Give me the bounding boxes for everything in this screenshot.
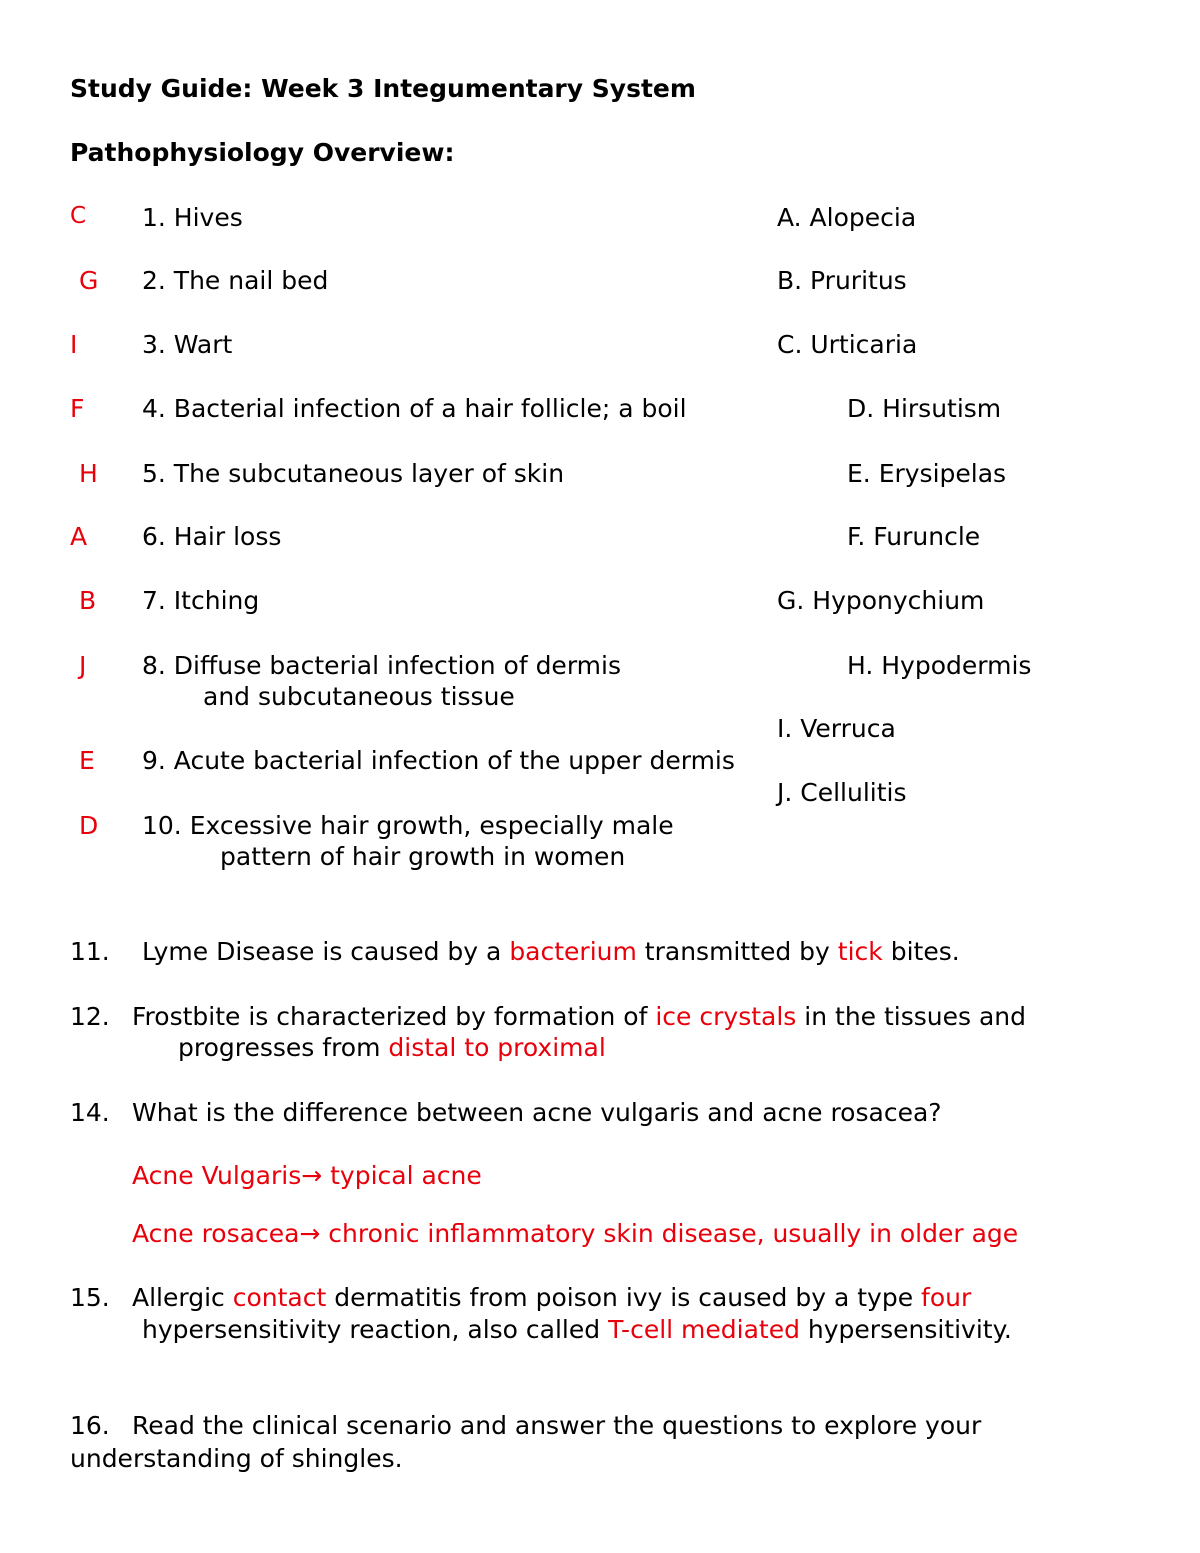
answer-9: E (79, 746, 95, 775)
q11-answer-2: tick (837, 937, 883, 966)
q11-part-2: transmitted by (636, 937, 838, 966)
q15-part-3: hypersensitivity reaction, also called (142, 1315, 609, 1344)
q15-answer-3: T-cell mediated (608, 1315, 800, 1344)
item-2: 2. The nail bed (142, 266, 329, 295)
q14-question: What is the difference between acne vulgaris and acne rosacea? (132, 1098, 942, 1127)
q16-number: 16. (70, 1411, 110, 1440)
item-7: 7. Itching (142, 586, 260, 615)
answer-3: I (70, 330, 78, 359)
option-f: F. Furuncle (847, 522, 981, 551)
answer-6: A (70, 522, 88, 551)
answer-8: J (79, 651, 87, 680)
q11-part-3: bites. (882, 937, 960, 966)
q15-answer-1: contact (232, 1283, 327, 1312)
option-g: G. Hyponychium (777, 586, 985, 615)
option-i: I. Verruca (777, 714, 896, 743)
option-e: E. Erysipelas (847, 459, 1007, 488)
option-a: A. Alopecia (777, 203, 917, 232)
q14-number: 14. (70, 1098, 110, 1127)
q16-text: Read the clinical scenario and answer the questions to explore your (132, 1411, 982, 1440)
answer-4: F (70, 394, 85, 423)
q14-answer-rosacea: Acne rosacea→ chronic inflammatory skin disease, usually in older age (132, 1219, 1019, 1248)
q12-part-2: in the tissues and (796, 1002, 1027, 1031)
q15-part-4: hypersensitivity. (799, 1315, 1012, 1344)
item-8: 8. Diffuse bacterial infection of dermis (142, 651, 621, 680)
option-b: B. Pruritus (777, 266, 907, 295)
q14-answer-vulgaris: Acne Vulgaris→ typical acne (132, 1161, 482, 1190)
answer-7: B (79, 586, 97, 615)
q15-part-1: Allergic (132, 1283, 233, 1312)
item-4: 4. Bacterial infection of a hair follicle; a boil (142, 394, 687, 423)
item-3: 3. Wart (142, 330, 233, 359)
item-8-continued: and subcutaneous tissue (203, 682, 515, 711)
q11-number: 11. (70, 937, 110, 966)
q12-part-3: progresses from (178, 1033, 389, 1062)
q12-number: 12. (70, 1002, 110, 1031)
q11-part-1: Lyme Disease is caused by a (142, 937, 510, 966)
q15-text (132, 1285, 971, 1310)
option-c: C. Urticaria (777, 330, 918, 359)
answer-2: G (79, 266, 99, 295)
answer-10: D (79, 811, 99, 840)
q12-text-line-2 (178, 1035, 606, 1060)
option-d: D. Hirsutism (847, 394, 1002, 423)
item-1: 1. Hives (142, 203, 243, 232)
q15-part-2: dermatitis from poison ivy is caused by a type (326, 1283, 922, 1312)
item-6: 6. Hair loss (142, 522, 282, 551)
q12-answer-2: distal to proximal (388, 1033, 606, 1062)
option-h: H. Hypodermis (847, 651, 1032, 680)
q16-text-line-2: understanding of shingles. (70, 1444, 403, 1473)
option-j: J. Cellulitis (777, 778, 907, 807)
page-title: Study Guide: Week 3 Integumentary System (70, 74, 696, 103)
item-9: 9. Acute bacterial infection of the upper dermis (142, 746, 735, 775)
section-heading: Pathophysiology Overview: (70, 138, 455, 167)
q12-text (132, 1004, 1026, 1029)
item-10-continued: pattern of hair growth in women (220, 842, 626, 871)
q12-part-1: Frostbite is characterized by formation of (132, 1002, 656, 1031)
q11-text (142, 939, 960, 964)
item-5: 5. The subcutaneous layer of skin (142, 459, 565, 488)
q11-answer-1: bacterium (509, 937, 637, 966)
answer-5: H (79, 459, 98, 488)
q15-answer-2: four (921, 1283, 972, 1312)
q15-number: 15. (70, 1283, 110, 1312)
item-10: 10. Excessive hair growth, especially male (142, 811, 674, 840)
answer-1: C (70, 203, 87, 229)
q12-answer-1: ice crystals (655, 1002, 797, 1031)
q15-text-line-2 (142, 1317, 1012, 1342)
